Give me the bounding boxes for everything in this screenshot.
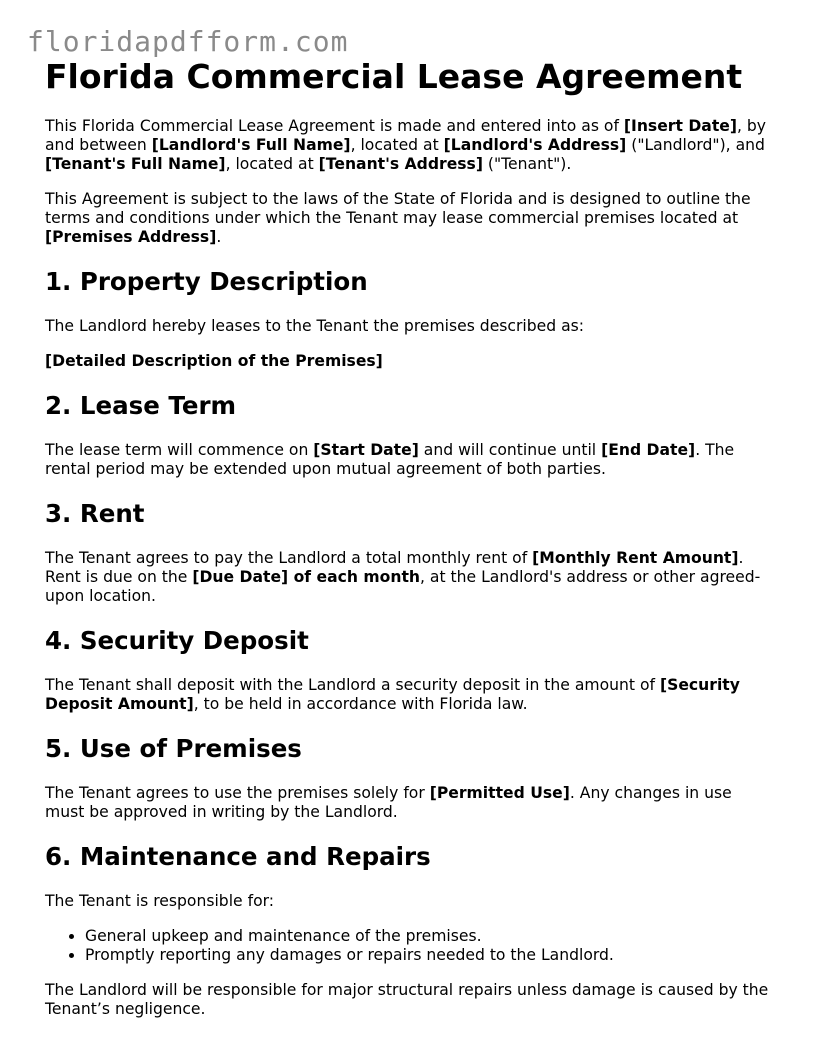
intro-paragraph-parties: This Florida Commercial Lease Agreement is made and entered into as of [Insert Date], by and between [Landlord's Full Name], located at [Landlord's Address] ("Landlord"), and [Tenant's Full Name], located at [Tenant's Address] ("Tenant"). xyxy=(45,117,767,173)
maintenance-list xyxy=(45,927,775,965)
list-item: • General upkeep and maintenance of the premises. xyxy=(85,927,775,946)
placeholder-premises-description: [Detailed Description of the Premises] xyxy=(45,352,383,370)
placeholder-permitted-use: [Permitted Use] xyxy=(429,784,570,802)
security-deposit-text: The Tenant shall deposit with the Landlord a security deposit in the amount of [Security Deposit Amount], to be held in accordance with Florida law. xyxy=(45,676,740,713)
property-text: The Landlord hereby leases to the Tenant the premises described as: xyxy=(45,317,585,335)
placeholder-insert-date: [Insert Date] xyxy=(623,117,737,135)
maintenance-closing: The Landlord will be responsible for major structural repairs unless damage is caused by the Tenant’s negligence. xyxy=(45,981,769,1018)
placeholder-tenant-address: [Tenant's Address] xyxy=(318,155,483,173)
section-heading-rent: 3. Rent xyxy=(45,499,145,528)
use-of-premises-text: The Tenant agrees to use the premises solely for [Permitted Use]. Any changes in use must be approved in writing by the Landlord. xyxy=(45,784,732,821)
placeholder-tenant-name: [Tenant's Full Name] xyxy=(45,155,226,173)
placeholder-end-date: [End Date] xyxy=(601,441,696,459)
intro-paragraph-law: This Agreement is subject to the laws of the State of Florida and is designed to outline the terms and conditions under which the Tenant may lease commercial premises located at [Premises Address]. xyxy=(45,190,751,246)
section-heading-security-deposit: 4. Security Deposit xyxy=(45,626,309,655)
list-item: • Promptly reporting any damages or repairs needed to the Landlord. xyxy=(85,946,775,965)
placeholder-landlord-name: [Landlord's Full Name] xyxy=(151,136,351,154)
maintenance-intro: The Tenant is responsible for: xyxy=(45,892,275,910)
placeholder-start-date: [Start Date] xyxy=(313,441,419,459)
placeholder-deposit-amount: [Security Deposit Amount] xyxy=(45,676,740,713)
lease-term-text: The lease term will commence on [Start Date] and will continue until [End Date]. The rental period may be extended upon mutual agreement of both parties. xyxy=(45,441,735,478)
document-title: Florida Commercial Lease Agreement xyxy=(45,57,743,96)
section-heading-lease-term: 2. Lease Term xyxy=(45,391,237,420)
document-page xyxy=(45,54,775,1019)
placeholder-landlord-address: [Landlord's Address] xyxy=(443,136,627,154)
section-heading-property: 1. Property Description xyxy=(45,267,368,296)
watermark: floridapdfform.com xyxy=(27,25,349,58)
placeholder-monthly-rent: [Monthly Rent Amount] xyxy=(532,549,739,567)
placeholder-premises-address: [Premises Address] xyxy=(45,228,217,246)
rent-text: The Tenant agrees to pay the Landlord a total monthly rent of [Monthly Rent Amount]. Rent is due on the [Due Date] of each month, at the Landlord's address or other agreed-upon location. xyxy=(45,549,761,605)
section-heading-maintenance: 6. Maintenance and Repairs xyxy=(45,842,431,871)
placeholder-due-date: [Due Date] of each month xyxy=(192,568,421,586)
section-heading-use-of-premises: 5. Use of Premises xyxy=(45,734,302,763)
